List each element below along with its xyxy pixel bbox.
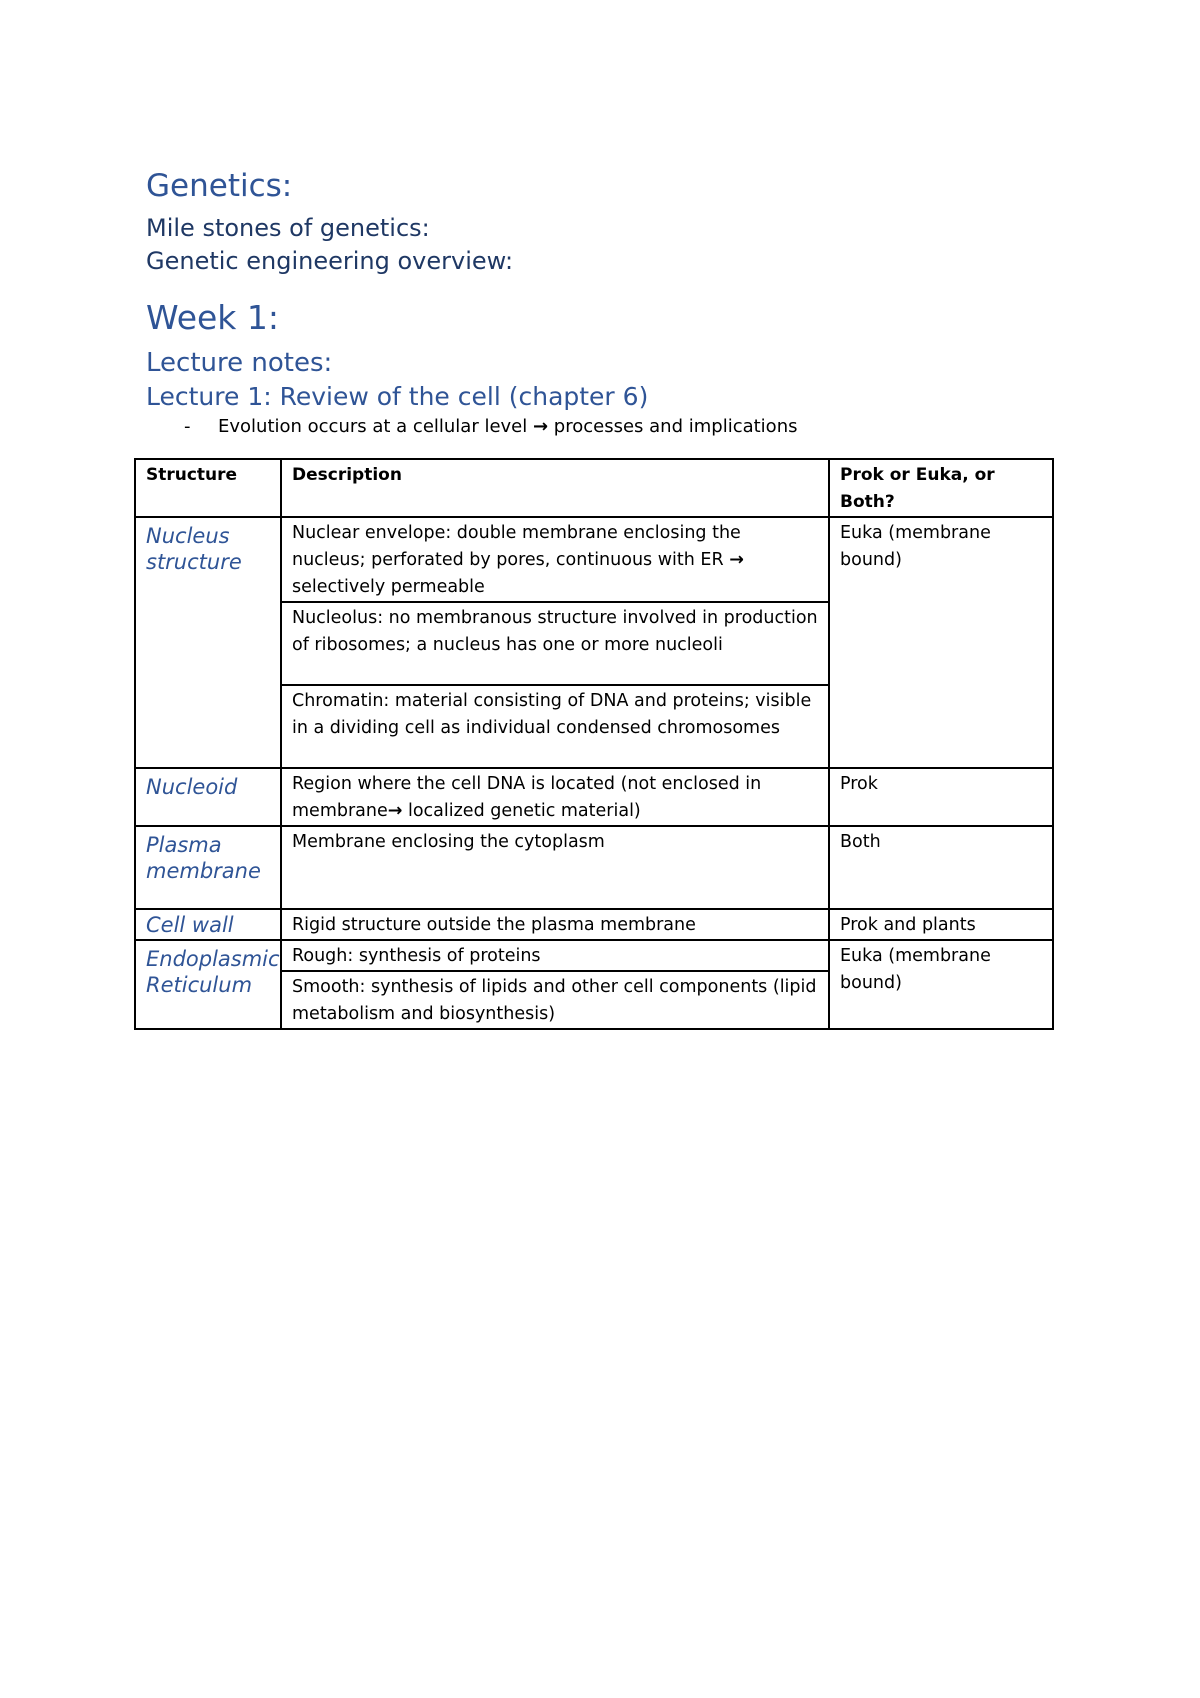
title-genetics: Genetics: [146,168,293,204]
arrow-right-icon: → [532,416,549,437]
desc-chromatin: Chromatin: material consisting of DNA and proteins; visible in a dividing cell as individual condensed chromosomes [281,685,829,768]
header-description: Description [281,459,829,517]
table-row [135,940,1053,971]
structure-nucleoid: Nucleoid [135,768,281,826]
table-row [135,517,1053,602]
heading-genetic-engineering: Genetic engineering overview: [146,247,514,275]
header-type: Prok or Euka, or Both? [829,459,1053,517]
type-nucleus: Euka (membrane bound) [829,517,1053,768]
structure-endoplasmic-reticulum: Endoplasmic Reticulum [135,940,281,1029]
structure-cell-wall: Cell wall [135,909,281,940]
heading-week-1: Week 1: [146,298,280,337]
desc-plasma-membrane: Membrane enclosing the cytoplasm [281,826,829,909]
desc-text: Region where the cell DNA is located (not enclosed in membrane [292,774,762,821]
type-nucleoid: Prok [829,768,1053,826]
desc-text: localized genetic material) [402,801,641,821]
bullet-text-after: processes and implications [548,416,798,437]
table-row [135,826,1053,909]
arrow-right-icon: → [729,550,744,570]
heading-milestones: Mile stones of genetics: [146,214,430,242]
desc-rough-er: Rough: synthesis of proteins [281,940,829,971]
desc-cell-wall: Rigid structure outside the plasma membrane [281,909,829,940]
type-cell-wall: Prok and plants [829,909,1053,940]
desc-nuclear-envelope [281,517,829,602]
cell-structure-table [134,458,1054,1030]
structure-plasma-membrane: Plasma membrane [135,826,281,909]
desc-text: Nuclear envelope: double membrane enclosing the nucleus; perforated by pores, continuous with ER [292,523,741,570]
desc-nucleoid [281,768,829,826]
table-row [135,768,1053,826]
type-plasma-membrane: Both [829,826,1053,909]
desc-text: selectively permeable [292,577,485,597]
type-endoplasmic-reticulum: Euka (membrane bound) [829,940,1053,1029]
table-row [135,909,1053,940]
heading-lecture-1: Lecture 1: Review of the cell (chapter 6) [146,382,649,411]
bullet-text-before: Evolution occurs at a cellular level [218,416,533,437]
structure-nucleus: Nucleus structure [135,517,281,768]
arrow-right-icon: → [387,801,403,821]
table-header-row [135,459,1053,517]
bullet-dash: - [184,416,191,437]
header-structure: Structure [135,459,281,517]
desc-smooth-er: Smooth: synthesis of lipids and other cell components (lipid metabolism and biosynthesis) [281,971,829,1029]
desc-nucleolus: Nucleolus: no membranous structure involved in production of ribosomes; a nucleus has one or more nucleoli [281,602,829,685]
bullet-evolution [184,416,797,437]
heading-lecture-notes: Lecture notes: [146,348,333,378]
